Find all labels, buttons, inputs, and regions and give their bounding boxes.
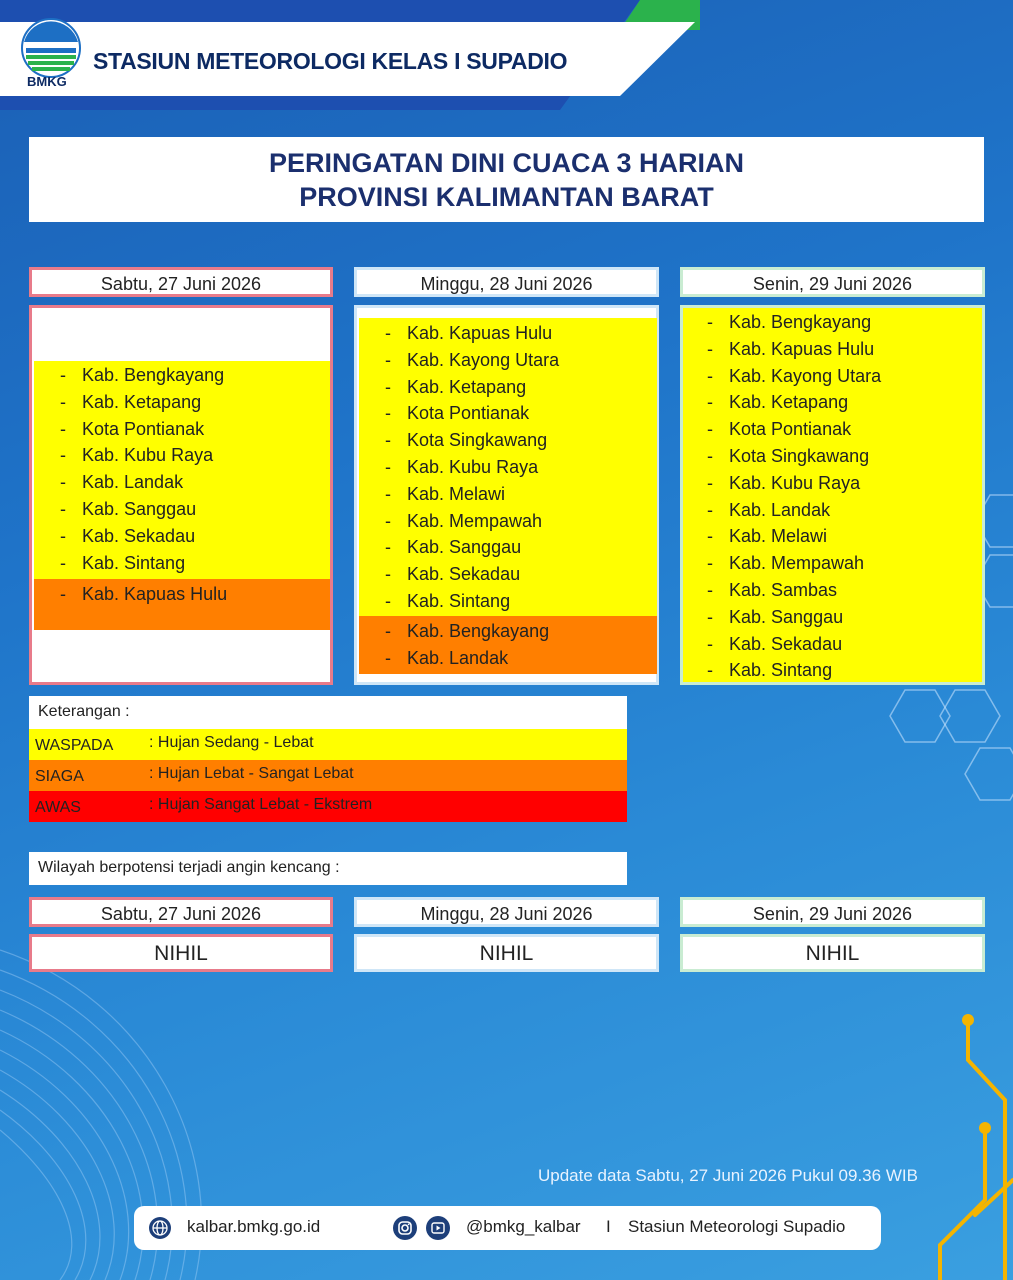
day-3-header: Senin, 29 Juni 2026: [680, 267, 985, 297]
globe-icon: [148, 1216, 172, 1240]
list-bullet: -: [707, 419, 713, 440]
region-name: Kab. Sekadau: [407, 564, 521, 585]
region-list-item: [701, 309, 982, 336]
region-list-item: [379, 645, 657, 672]
list-bullet: -: [385, 323, 391, 343]
region-list-item: [701, 470, 982, 497]
wind-day-2-value: NIHIL: [354, 934, 659, 972]
region-name: Kab. Sanggau: [82, 498, 197, 519]
legend-level: AWAS: [35, 799, 81, 816]
legend: [29, 696, 627, 822]
region-name: Kota Pontianak: [729, 419, 852, 440]
region-list-item: [701, 657, 982, 684]
region-list-item: [379, 320, 657, 347]
region-list-item: [701, 604, 982, 631]
list-bullet: -: [60, 525, 66, 546]
list-bullet: -: [60, 472, 66, 493]
region-name: Kab. Landak: [82, 472, 184, 493]
waspada-block: [359, 318, 657, 618]
list-bullet: -: [707, 606, 713, 627]
region-name: Kab. Sekadau: [82, 525, 196, 546]
region-name: Kab. Mempawah: [729, 553, 865, 574]
region-name: Kab. Kayong Utara: [729, 365, 882, 386]
instagram-icon[interactable]: [393, 1216, 417, 1240]
region-list-item: [379, 481, 657, 508]
list-bullet: -: [707, 579, 713, 600]
region-list-item: [701, 497, 982, 524]
legend-row-awas: [29, 791, 627, 822]
region-name: Kab. Sintang: [407, 590, 511, 611]
region-name: Kota Singkawang: [407, 430, 548, 451]
list-bullet: -: [60, 391, 66, 412]
region-name: Kota Pontianak: [407, 403, 530, 424]
list-bullet: -: [385, 564, 391, 585]
region-name: Kab. Melawi: [407, 483, 506, 504]
day-2-panel: [354, 305, 659, 685]
region-name: Kab. Sanggau: [407, 537, 522, 558]
wind-label: Wilayah berpotensi terjadi angin kencang :: [29, 852, 627, 885]
list-bullet: -: [60, 365, 66, 385]
region-list-item: [54, 581, 330, 608]
list-bullet: -: [60, 418, 66, 439]
wind-day-3-header: Senin, 29 Juni 2026: [680, 897, 985, 927]
list-bullet: -: [707, 365, 713, 386]
region-list-item: [379, 400, 657, 427]
wind-day-3-value: NIHIL: [680, 934, 985, 972]
region-name: Kab. Sintang: [729, 660, 833, 681]
region-name: Kab. Kapuas Hulu: [407, 323, 553, 343]
region-list-item: [701, 550, 982, 577]
legend-row-siaga: [29, 760, 627, 791]
list-bullet: -: [60, 498, 66, 519]
region-list-item: [701, 443, 982, 470]
list-bullet: -: [385, 621, 391, 641]
day-3-panel: [680, 305, 985, 685]
footer-bar: [134, 1206, 881, 1250]
region-name: Kab. Melawi: [729, 526, 828, 547]
region-name: Kab. Sambas: [729, 579, 838, 600]
list-bullet: -: [385, 376, 391, 397]
region-list-item: [54, 362, 330, 389]
region-list-item: [701, 336, 982, 363]
page-title: [29, 137, 984, 222]
station-title: STASIUN METEOROLOGI KELAS I SUPADIO: [93, 48, 568, 74]
list-bullet: -: [385, 647, 391, 668]
list-bullet: -: [707, 472, 713, 493]
region-name: Kab. Bengkayang: [407, 621, 550, 641]
wind-day-1-value: NIHIL: [29, 934, 333, 972]
region-name: Kab. Sanggau: [729, 606, 844, 627]
region-list-item: [379, 347, 657, 374]
region-name: Kab. Kubu Raya: [82, 445, 214, 466]
legend-desc: : Hujan Sedang - Lebat: [149, 734, 314, 751]
list-bullet: -: [385, 456, 391, 477]
wind-day-2-header: Minggu, 28 Juni 2026: [354, 897, 659, 927]
list-bullet: -: [707, 338, 713, 359]
siaga-block: [359, 616, 657, 674]
list-bullet: -: [385, 510, 391, 531]
region-list-item: [54, 523, 330, 550]
region-list-item: [379, 427, 657, 454]
region-list-item: [379, 374, 657, 401]
website-link[interactable]: kalbar.bmkg.go.id: [187, 1217, 321, 1236]
logo-text: BMKG: [27, 74, 67, 89]
region-list-item: [379, 508, 657, 535]
region-name: Kab. Kapuas Hulu: [729, 338, 875, 359]
list-bullet: -: [707, 392, 713, 413]
waspada-block: [34, 361, 330, 581]
legend-level: SIAGA: [35, 768, 84, 785]
region-list-item: [54, 416, 330, 443]
list-bullet: -: [385, 430, 391, 451]
wind-day-1-header: Sabtu, 27 Juni 2026: [29, 897, 333, 927]
youtube-icon[interactable]: [426, 1216, 450, 1240]
day-2-header: Minggu, 28 Juni 2026: [354, 267, 659, 297]
region-name: Kab. Ketapang: [407, 376, 527, 397]
region-list-item: [54, 469, 330, 496]
list-bullet: -: [60, 445, 66, 466]
list-bullet: -: [707, 499, 713, 520]
legend-desc: : Hujan Lebat - Sangat Lebat: [149, 765, 354, 782]
region-list-item: [54, 550, 330, 577]
list-bullet: -: [385, 349, 391, 370]
region-name: Kab. Kapuas Hulu: [82, 584, 228, 604]
list-bullet: -: [385, 403, 391, 424]
region-name: Kab. Bengkayang: [82, 365, 225, 385]
region-name: Kab. Kayong Utara: [407, 349, 560, 370]
region-list-item: [54, 389, 330, 416]
region-list-item: [701, 363, 982, 390]
region-list-item: [701, 389, 982, 416]
region-name: Kab. Bengkayang: [729, 312, 872, 332]
list-bullet: -: [385, 590, 391, 611]
region-list-item: [379, 618, 657, 645]
legend-level: WASPADA: [35, 737, 114, 754]
region-list-item: [701, 523, 982, 550]
region-name: Kab. Sintang: [82, 552, 186, 573]
list-bullet: -: [60, 584, 66, 604]
footer-separator: I: [606, 1217, 611, 1236]
region-list-item: [701, 416, 982, 443]
region-name: Kab. Kubu Raya: [407, 456, 539, 477]
list-bullet: -: [707, 445, 713, 466]
region-list-item: [701, 631, 982, 658]
footer-station-name: Stasiun Meteorologi Supadio: [628, 1217, 846, 1236]
waspada-block: [683, 308, 982, 682]
list-bullet: -: [60, 552, 66, 573]
region-name: Kab. Ketapang: [82, 391, 202, 412]
region-list-item: [54, 496, 330, 523]
legend-desc: : Hujan Sangat Lebat - Ekstrem: [149, 796, 373, 813]
region-name: Kab. Kubu Raya: [729, 472, 861, 493]
list-bullet: -: [707, 660, 713, 681]
region-list-item: [701, 577, 982, 604]
update-timestamp: Update data Sabtu, 27 Juni 2026 Pukul 09.36 WIB: [538, 1166, 918, 1185]
region-name: Kab. Landak: [407, 647, 509, 668]
list-bullet: -: [707, 633, 713, 654]
region-name: Kab. Ketapang: [729, 392, 849, 413]
legend-title: Keterangan :: [38, 703, 130, 720]
region-name: Kota Singkawang: [729, 445, 870, 466]
siaga-block: [34, 579, 330, 630]
social-handle-link[interactable]: @bmkg_kalbar: [466, 1217, 581, 1236]
region-list-item: [379, 588, 657, 615]
region-name: Kab. Mempawah: [407, 510, 543, 531]
region-list-item: [54, 442, 330, 469]
title-line-1: PERINGATAN DINI CUACA 3 HARIAN: [268, 148, 744, 178]
region-list-item: [379, 534, 657, 561]
list-bullet: -: [707, 526, 713, 547]
list-bullet: -: [385, 483, 391, 504]
region-name: Kab. Landak: [729, 499, 831, 520]
region-name: Kota Pontianak: [82, 418, 205, 439]
legend-row-waspada: [29, 729, 627, 760]
region-list-item: [379, 561, 657, 588]
day-1-panel: [29, 305, 333, 685]
bmkg-logo: [18, 14, 84, 94]
list-bullet: -: [385, 537, 391, 558]
region-list-item: [379, 454, 657, 481]
list-bullet: -: [707, 553, 713, 574]
list-bullet: -: [707, 312, 713, 332]
region-name: Kab. Sekadau: [729, 633, 843, 654]
title-line-2: PROVINSI KALIMANTAN BARAT: [299, 182, 714, 212]
day-1-header: Sabtu, 27 Juni 2026: [29, 267, 333, 297]
